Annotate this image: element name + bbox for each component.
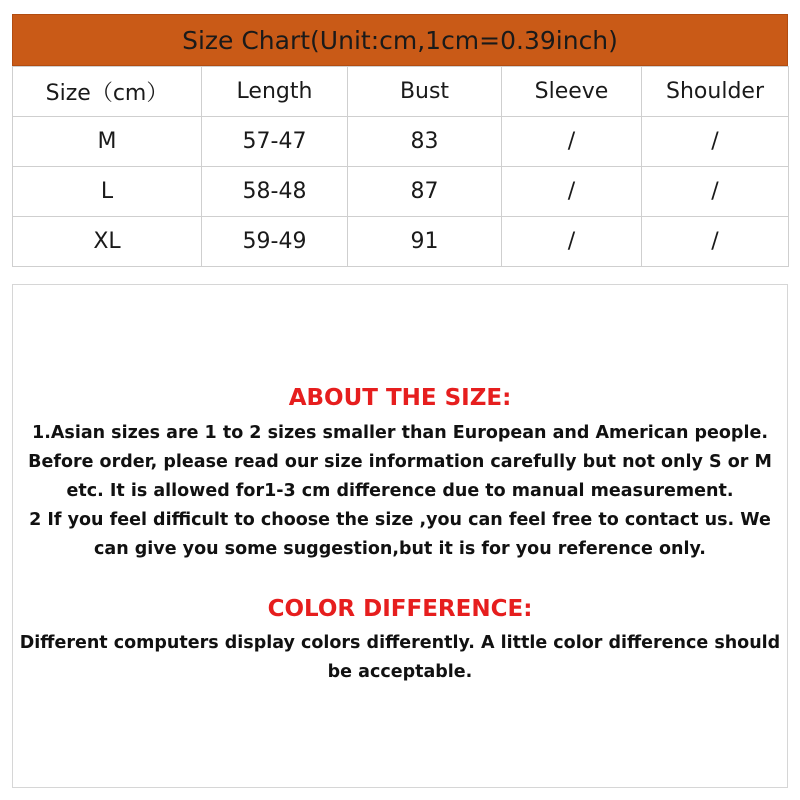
cell-shoulder: / xyxy=(642,117,789,167)
size-info-box xyxy=(12,284,788,788)
size-table xyxy=(12,66,789,267)
color-difference-heading: COLOR DIFFERENCE: xyxy=(267,596,533,622)
cell-length: 57-47 xyxy=(202,117,348,167)
cell-bust: 91 xyxy=(348,217,502,267)
about-size-heading: ABOUT THE SIZE: xyxy=(288,385,512,411)
about-size-line: 1.Asian sizes are 1 to 2 sizes smaller than European and American people. xyxy=(32,423,768,443)
color-difference-line: be acceptable. xyxy=(327,662,473,682)
table-row xyxy=(13,217,789,267)
about-size-line: etc. It is allowed for1-3 cm difference due to manual measurement. xyxy=(66,481,734,501)
cell-bust: 83 xyxy=(348,117,502,167)
about-size-line: 2 If you feel difficult to choose the size ,you can feel free to contact us. We xyxy=(29,510,771,530)
about-size-line: Before order, please read our size information carefully but not only S or M xyxy=(28,452,772,472)
about-size-line: can give you some suggestion,but it is for you reference only. xyxy=(94,539,706,559)
size-chart-title xyxy=(12,14,788,66)
header-sleeve: Sleeve xyxy=(502,67,642,117)
cell-size: M xyxy=(13,117,202,167)
color-difference-line: Different computers display colors differently. A little color difference should xyxy=(19,633,781,653)
header-length: Length xyxy=(202,67,348,117)
cell-length: 58-48 xyxy=(202,167,348,217)
cell-sleeve: / xyxy=(502,217,642,267)
cell-sleeve: / xyxy=(502,117,642,167)
cell-size: L xyxy=(13,167,202,217)
header-size: Size（cm） xyxy=(13,67,202,117)
header-bust: Bust xyxy=(348,67,502,117)
size-chart-title-text: Size Chart(Unit:cm,1cm=0.39inch) xyxy=(182,25,618,55)
cell-shoulder: / xyxy=(642,217,789,267)
cell-bust: 87 xyxy=(348,167,502,217)
cell-sleeve: / xyxy=(502,167,642,217)
table-row xyxy=(13,117,789,167)
cell-size: XL xyxy=(13,217,202,267)
cell-shoulder: / xyxy=(642,167,789,217)
table-row xyxy=(13,167,789,217)
table-header-row xyxy=(13,67,789,117)
header-shoulder: Shoulder xyxy=(642,67,789,117)
cell-length: 59-49 xyxy=(202,217,348,267)
